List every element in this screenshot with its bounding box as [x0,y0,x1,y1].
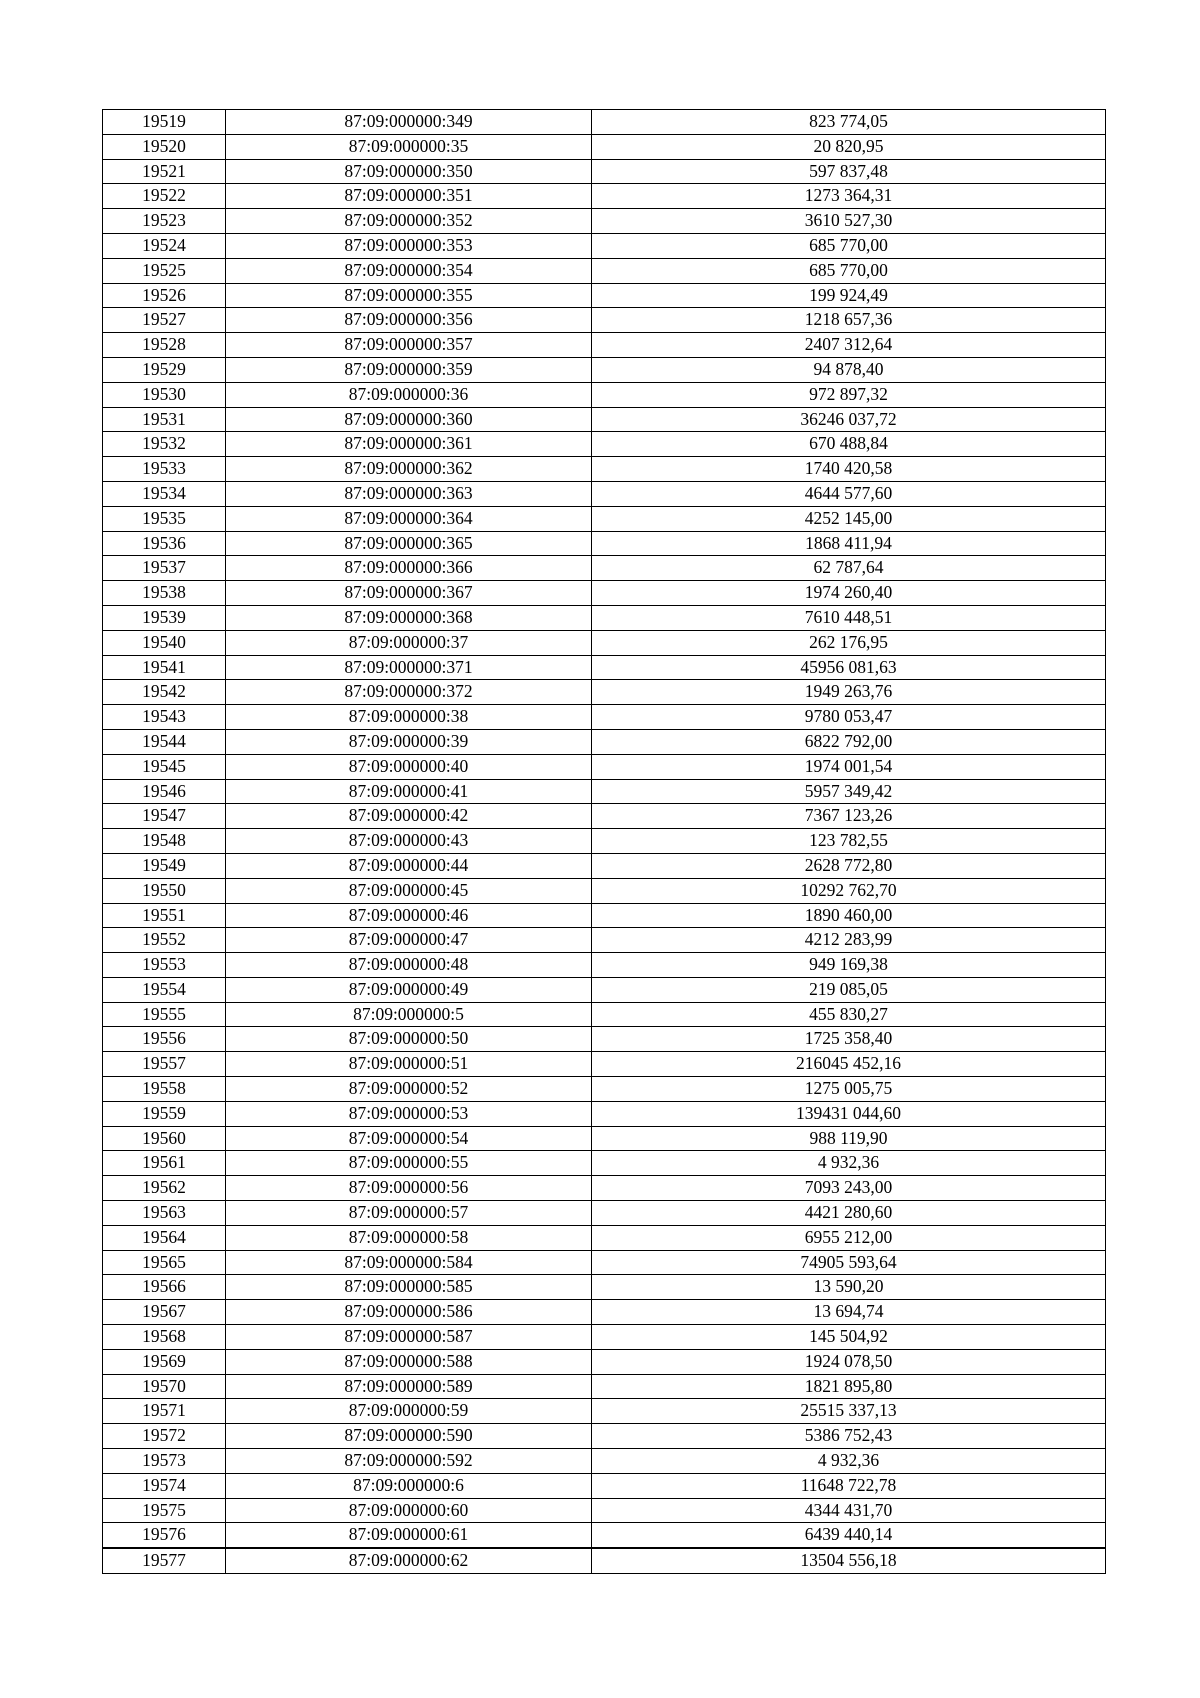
value-cell: 7610 448,51 [592,605,1106,630]
value-cell: 5386 752,43 [592,1424,1106,1449]
cadastral-number-cell: 87:09:000000:36 [226,382,592,407]
value-cell: 4 932,36 [592,1151,1106,1176]
value-cell: 949 169,38 [592,953,1106,978]
value-cell: 11648 722,78 [592,1473,1106,1498]
table-row [103,1201,1106,1226]
value-cell: 6822 792,00 [592,729,1106,754]
table-row [103,1151,1106,1176]
cadastral-number-cell: 87:09:000000:62 [226,1548,592,1573]
table-row [103,1101,1106,1126]
row-number-cell: 19554 [103,977,226,1002]
cadastral-number-cell: 87:09:000000:355 [226,283,592,308]
row-number-cell: 19532 [103,432,226,457]
value-cell: 972 897,32 [592,382,1106,407]
row-number-cell: 19559 [103,1101,226,1126]
row-number-cell: 19572 [103,1424,226,1449]
row-number-cell: 19557 [103,1052,226,1077]
table-row [103,1027,1106,1052]
table-row [103,1548,1106,1573]
value-cell: 6439 440,14 [592,1523,1106,1548]
table-row [103,581,1106,606]
cadastral-number-cell: 87:09:000000:586 [226,1300,592,1325]
value-cell: 1924 078,50 [592,1349,1106,1374]
table-row [103,804,1106,829]
value-cell: 2407 312,64 [592,333,1106,358]
row-number-cell: 19570 [103,1374,226,1399]
row-number-cell: 19548 [103,829,226,854]
cadastral-number-cell: 87:09:000000:349 [226,110,592,135]
value-cell: 1974 260,40 [592,581,1106,606]
row-number-cell: 19569 [103,1349,226,1374]
table-row [103,283,1106,308]
cadastral-number-cell: 87:09:000000:37 [226,630,592,655]
value-cell: 4252 145,00 [592,506,1106,531]
table-row [103,1275,1106,1300]
row-number-cell: 19526 [103,283,226,308]
cadastral-number-cell: 87:09:000000:49 [226,977,592,1002]
value-cell: 216045 452,16 [592,1052,1106,1077]
value-cell: 1275 005,75 [592,1077,1106,1102]
table-row [103,1225,1106,1250]
cadastral-number-cell: 87:09:000000:365 [226,531,592,556]
table-row [103,209,1106,234]
cadastral-number-cell: 87:09:000000:356 [226,308,592,333]
cadastral-number-cell: 87:09:000000:351 [226,184,592,209]
value-cell: 7367 123,26 [592,804,1106,829]
table-row [103,903,1106,928]
value-cell: 94 878,40 [592,357,1106,382]
table-row [103,506,1106,531]
table-row [103,1349,1106,1374]
table-row [103,1052,1106,1077]
cadastral-number-cell: 87:09:000000:354 [226,258,592,283]
table-row [103,829,1106,854]
value-cell: 7093 243,00 [592,1176,1106,1201]
table-row [103,754,1106,779]
row-number-cell: 19527 [103,308,226,333]
cadastral-number-cell: 87:09:000000:59 [226,1399,592,1424]
row-number-cell: 19523 [103,209,226,234]
value-cell: 1273 364,31 [592,184,1106,209]
cadastral-number-cell: 87:09:000000:366 [226,556,592,581]
cadastral-number-cell: 87:09:000000:6 [226,1473,592,1498]
table-row [103,705,1106,730]
table-row [103,1449,1106,1474]
table-row [103,457,1106,482]
row-number-cell: 19521 [103,159,226,184]
row-number-cell: 19520 [103,134,226,159]
value-cell: 1868 411,94 [592,531,1106,556]
table-row [103,853,1106,878]
row-number-cell: 19549 [103,853,226,878]
cadastral-number-cell: 87:09:000000:367 [226,581,592,606]
value-cell: 2628 772,80 [592,853,1106,878]
table-row [103,110,1106,135]
cadastral-number-cell: 87:09:000000:35 [226,134,592,159]
table-row [103,1473,1106,1498]
value-cell: 685 770,00 [592,233,1106,258]
table-row [103,1126,1106,1151]
cadastral-number-cell: 87:09:000000:46 [226,903,592,928]
value-cell: 262 176,95 [592,630,1106,655]
cadastral-number-cell: 87:09:000000:55 [226,1151,592,1176]
table-row [103,1399,1106,1424]
cadastral-number-cell: 87:09:000000:45 [226,878,592,903]
cadastral-number-cell: 87:09:000000:361 [226,432,592,457]
value-cell: 36246 037,72 [592,407,1106,432]
cadastral-number-cell: 87:09:000000:364 [226,506,592,531]
value-cell: 4212 283,99 [592,928,1106,953]
row-number-cell: 19522 [103,184,226,209]
value-cell: 597 837,48 [592,159,1106,184]
value-cell: 74905 593,64 [592,1250,1106,1275]
cadastral-number-cell: 87:09:000000:362 [226,457,592,482]
row-number-cell: 19562 [103,1176,226,1201]
value-cell: 988 119,90 [592,1126,1106,1151]
value-cell: 145 504,92 [592,1325,1106,1350]
value-cell: 9780 053,47 [592,705,1106,730]
cadastral-number-cell: 87:09:000000:584 [226,1250,592,1275]
row-number-cell: 19577 [103,1548,226,1573]
row-number-cell: 19519 [103,110,226,135]
row-number-cell: 19571 [103,1399,226,1424]
row-number-cell: 19544 [103,729,226,754]
row-number-cell: 19561 [103,1151,226,1176]
cadastral-number-cell: 87:09:000000:588 [226,1349,592,1374]
cadastral-number-cell: 87:09:000000:359 [226,357,592,382]
cadastral-number-cell: 87:09:000000:590 [226,1424,592,1449]
cadastral-number-cell: 87:09:000000:589 [226,1374,592,1399]
row-number-cell: 19533 [103,457,226,482]
table-row [103,333,1106,358]
row-number-cell: 19553 [103,953,226,978]
row-number-cell: 19565 [103,1250,226,1275]
cadastral-number-cell: 87:09:000000:371 [226,655,592,680]
table-row [103,1002,1106,1027]
cadastral-number-cell: 87:09:000000:5 [226,1002,592,1027]
table-row [103,432,1106,457]
table-row [103,357,1106,382]
value-cell: 10292 762,70 [592,878,1106,903]
table-row [103,878,1106,903]
row-number-cell: 19531 [103,407,226,432]
cadastral-number-cell: 87:09:000000:587 [226,1325,592,1350]
row-number-cell: 19558 [103,1077,226,1102]
cadastral-number-cell: 87:09:000000:360 [226,407,592,432]
cadastral-number-cell: 87:09:000000:52 [226,1077,592,1102]
cadastral-number-cell: 87:09:000000:48 [226,953,592,978]
row-number-cell: 19566 [103,1275,226,1300]
cadastral-number-cell: 87:09:000000:38 [226,705,592,730]
table-row [103,382,1106,407]
cadastral-number-cell: 87:09:000000:585 [226,1275,592,1300]
table-row [103,977,1106,1002]
value-cell: 6955 212,00 [592,1225,1106,1250]
row-number-cell: 19525 [103,258,226,283]
table-row [103,134,1106,159]
cadastral-number-cell: 87:09:000000:372 [226,680,592,705]
cadastral-number-cell: 87:09:000000:39 [226,729,592,754]
table-row [103,481,1106,506]
row-number-cell: 19551 [103,903,226,928]
cadastral-number-cell: 87:09:000000:60 [226,1498,592,1523]
value-cell: 4644 577,60 [592,481,1106,506]
table-row [103,1077,1106,1102]
cadastral-number-cell: 87:09:000000:352 [226,209,592,234]
value-cell: 1974 001,54 [592,754,1106,779]
row-number-cell: 19552 [103,928,226,953]
table-row [103,630,1106,655]
row-number-cell: 19529 [103,357,226,382]
value-cell: 4344 431,70 [592,1498,1106,1523]
value-cell: 1890 460,00 [592,903,1106,928]
table-row [103,779,1106,804]
cadastral-number-cell: 87:09:000000:42 [226,804,592,829]
value-cell: 123 782,55 [592,829,1106,854]
value-cell: 4 932,36 [592,1449,1106,1474]
row-number-cell: 19524 [103,233,226,258]
cadastral-number-cell: 87:09:000000:592 [226,1449,592,1474]
value-cell: 1821 895,80 [592,1374,1106,1399]
table-row [103,258,1106,283]
cadastral-number-cell: 87:09:000000:357 [226,333,592,358]
table-row [103,1498,1106,1523]
table-row [103,531,1106,556]
row-number-cell: 19542 [103,680,226,705]
cadastral-number-cell: 87:09:000000:51 [226,1052,592,1077]
table-row [103,655,1106,680]
cadastral-number-cell: 87:09:000000:53 [226,1101,592,1126]
cadastral-value-table [102,109,1106,1574]
table-row [103,308,1106,333]
row-number-cell: 19573 [103,1449,226,1474]
cadastral-number-cell: 87:09:000000:43 [226,829,592,854]
table-row [103,1250,1106,1275]
row-number-cell: 19575 [103,1498,226,1523]
value-cell: 685 770,00 [592,258,1106,283]
table-row [103,1374,1106,1399]
cadastral-number-cell: 87:09:000000:353 [226,233,592,258]
table-row [103,729,1106,754]
cadastral-number-cell: 87:09:000000:350 [226,159,592,184]
value-cell: 455 830,27 [592,1002,1106,1027]
cadastral-number-cell: 87:09:000000:50 [226,1027,592,1052]
value-cell: 13 694,74 [592,1300,1106,1325]
value-cell: 45956 081,63 [592,655,1106,680]
value-cell: 219 085,05 [592,977,1106,1002]
value-cell: 139431 044,60 [592,1101,1106,1126]
table-row [103,1176,1106,1201]
row-number-cell: 19568 [103,1325,226,1350]
value-cell: 1725 358,40 [592,1027,1106,1052]
row-number-cell: 19539 [103,605,226,630]
row-number-cell: 19567 [103,1300,226,1325]
row-number-cell: 19547 [103,804,226,829]
row-number-cell: 19536 [103,531,226,556]
table-row [103,407,1106,432]
cadastral-number-cell: 87:09:000000:54 [226,1126,592,1151]
value-cell: 5957 349,42 [592,779,1106,804]
value-cell: 13504 556,18 [592,1548,1106,1573]
row-number-cell: 19564 [103,1225,226,1250]
value-cell: 62 787,64 [592,556,1106,581]
cadastral-number-cell: 87:09:000000:56 [226,1176,592,1201]
row-number-cell: 19574 [103,1473,226,1498]
row-number-cell: 19555 [103,1002,226,1027]
value-cell: 25515 337,13 [592,1399,1106,1424]
row-number-cell: 19530 [103,382,226,407]
table-row [103,605,1106,630]
cadastral-number-cell: 87:09:000000:47 [226,928,592,953]
row-number-cell: 19560 [103,1126,226,1151]
row-number-cell: 19545 [103,754,226,779]
value-cell: 1740 420,58 [592,457,1106,482]
cadastral-number-cell: 87:09:000000:40 [226,754,592,779]
row-number-cell: 19543 [103,705,226,730]
row-number-cell: 19528 [103,333,226,358]
table-row [103,1424,1106,1449]
row-number-cell: 19576 [103,1523,226,1548]
row-number-cell: 19541 [103,655,226,680]
table-row [103,159,1106,184]
cadastral-number-cell: 87:09:000000:368 [226,605,592,630]
value-cell: 13 590,20 [592,1275,1106,1300]
cadastral-number-cell: 87:09:000000:61 [226,1523,592,1548]
table-row [103,1325,1106,1350]
value-cell: 20 820,95 [592,134,1106,159]
table-row [103,928,1106,953]
row-number-cell: 19546 [103,779,226,804]
value-cell: 823 774,05 [592,110,1106,135]
table-row [103,184,1106,209]
row-number-cell: 19563 [103,1201,226,1226]
cadastral-number-cell: 87:09:000000:41 [226,779,592,804]
cadastral-number-cell: 87:09:000000:44 [226,853,592,878]
cadastral-number-cell: 87:09:000000:363 [226,481,592,506]
row-number-cell: 19550 [103,878,226,903]
cadastral-number-cell: 87:09:000000:57 [226,1201,592,1226]
row-number-cell: 19556 [103,1027,226,1052]
table-row [103,680,1106,705]
row-number-cell: 19537 [103,556,226,581]
row-number-cell: 19538 [103,581,226,606]
value-cell: 1218 657,36 [592,308,1106,333]
value-cell: 670 488,84 [592,432,1106,457]
value-cell: 199 924,49 [592,283,1106,308]
value-cell: 3610 527,30 [592,209,1106,234]
value-cell: 1949 263,76 [592,680,1106,705]
row-number-cell: 19540 [103,630,226,655]
row-number-cell: 19535 [103,506,226,531]
cadastral-number-cell: 87:09:000000:58 [226,1225,592,1250]
value-cell: 4421 280,60 [592,1201,1106,1226]
table-row [103,1523,1106,1548]
table-row [103,1300,1106,1325]
table-row [103,233,1106,258]
table-row [103,953,1106,978]
row-number-cell: 19534 [103,481,226,506]
table-row [103,556,1106,581]
table-body [103,110,1106,1574]
